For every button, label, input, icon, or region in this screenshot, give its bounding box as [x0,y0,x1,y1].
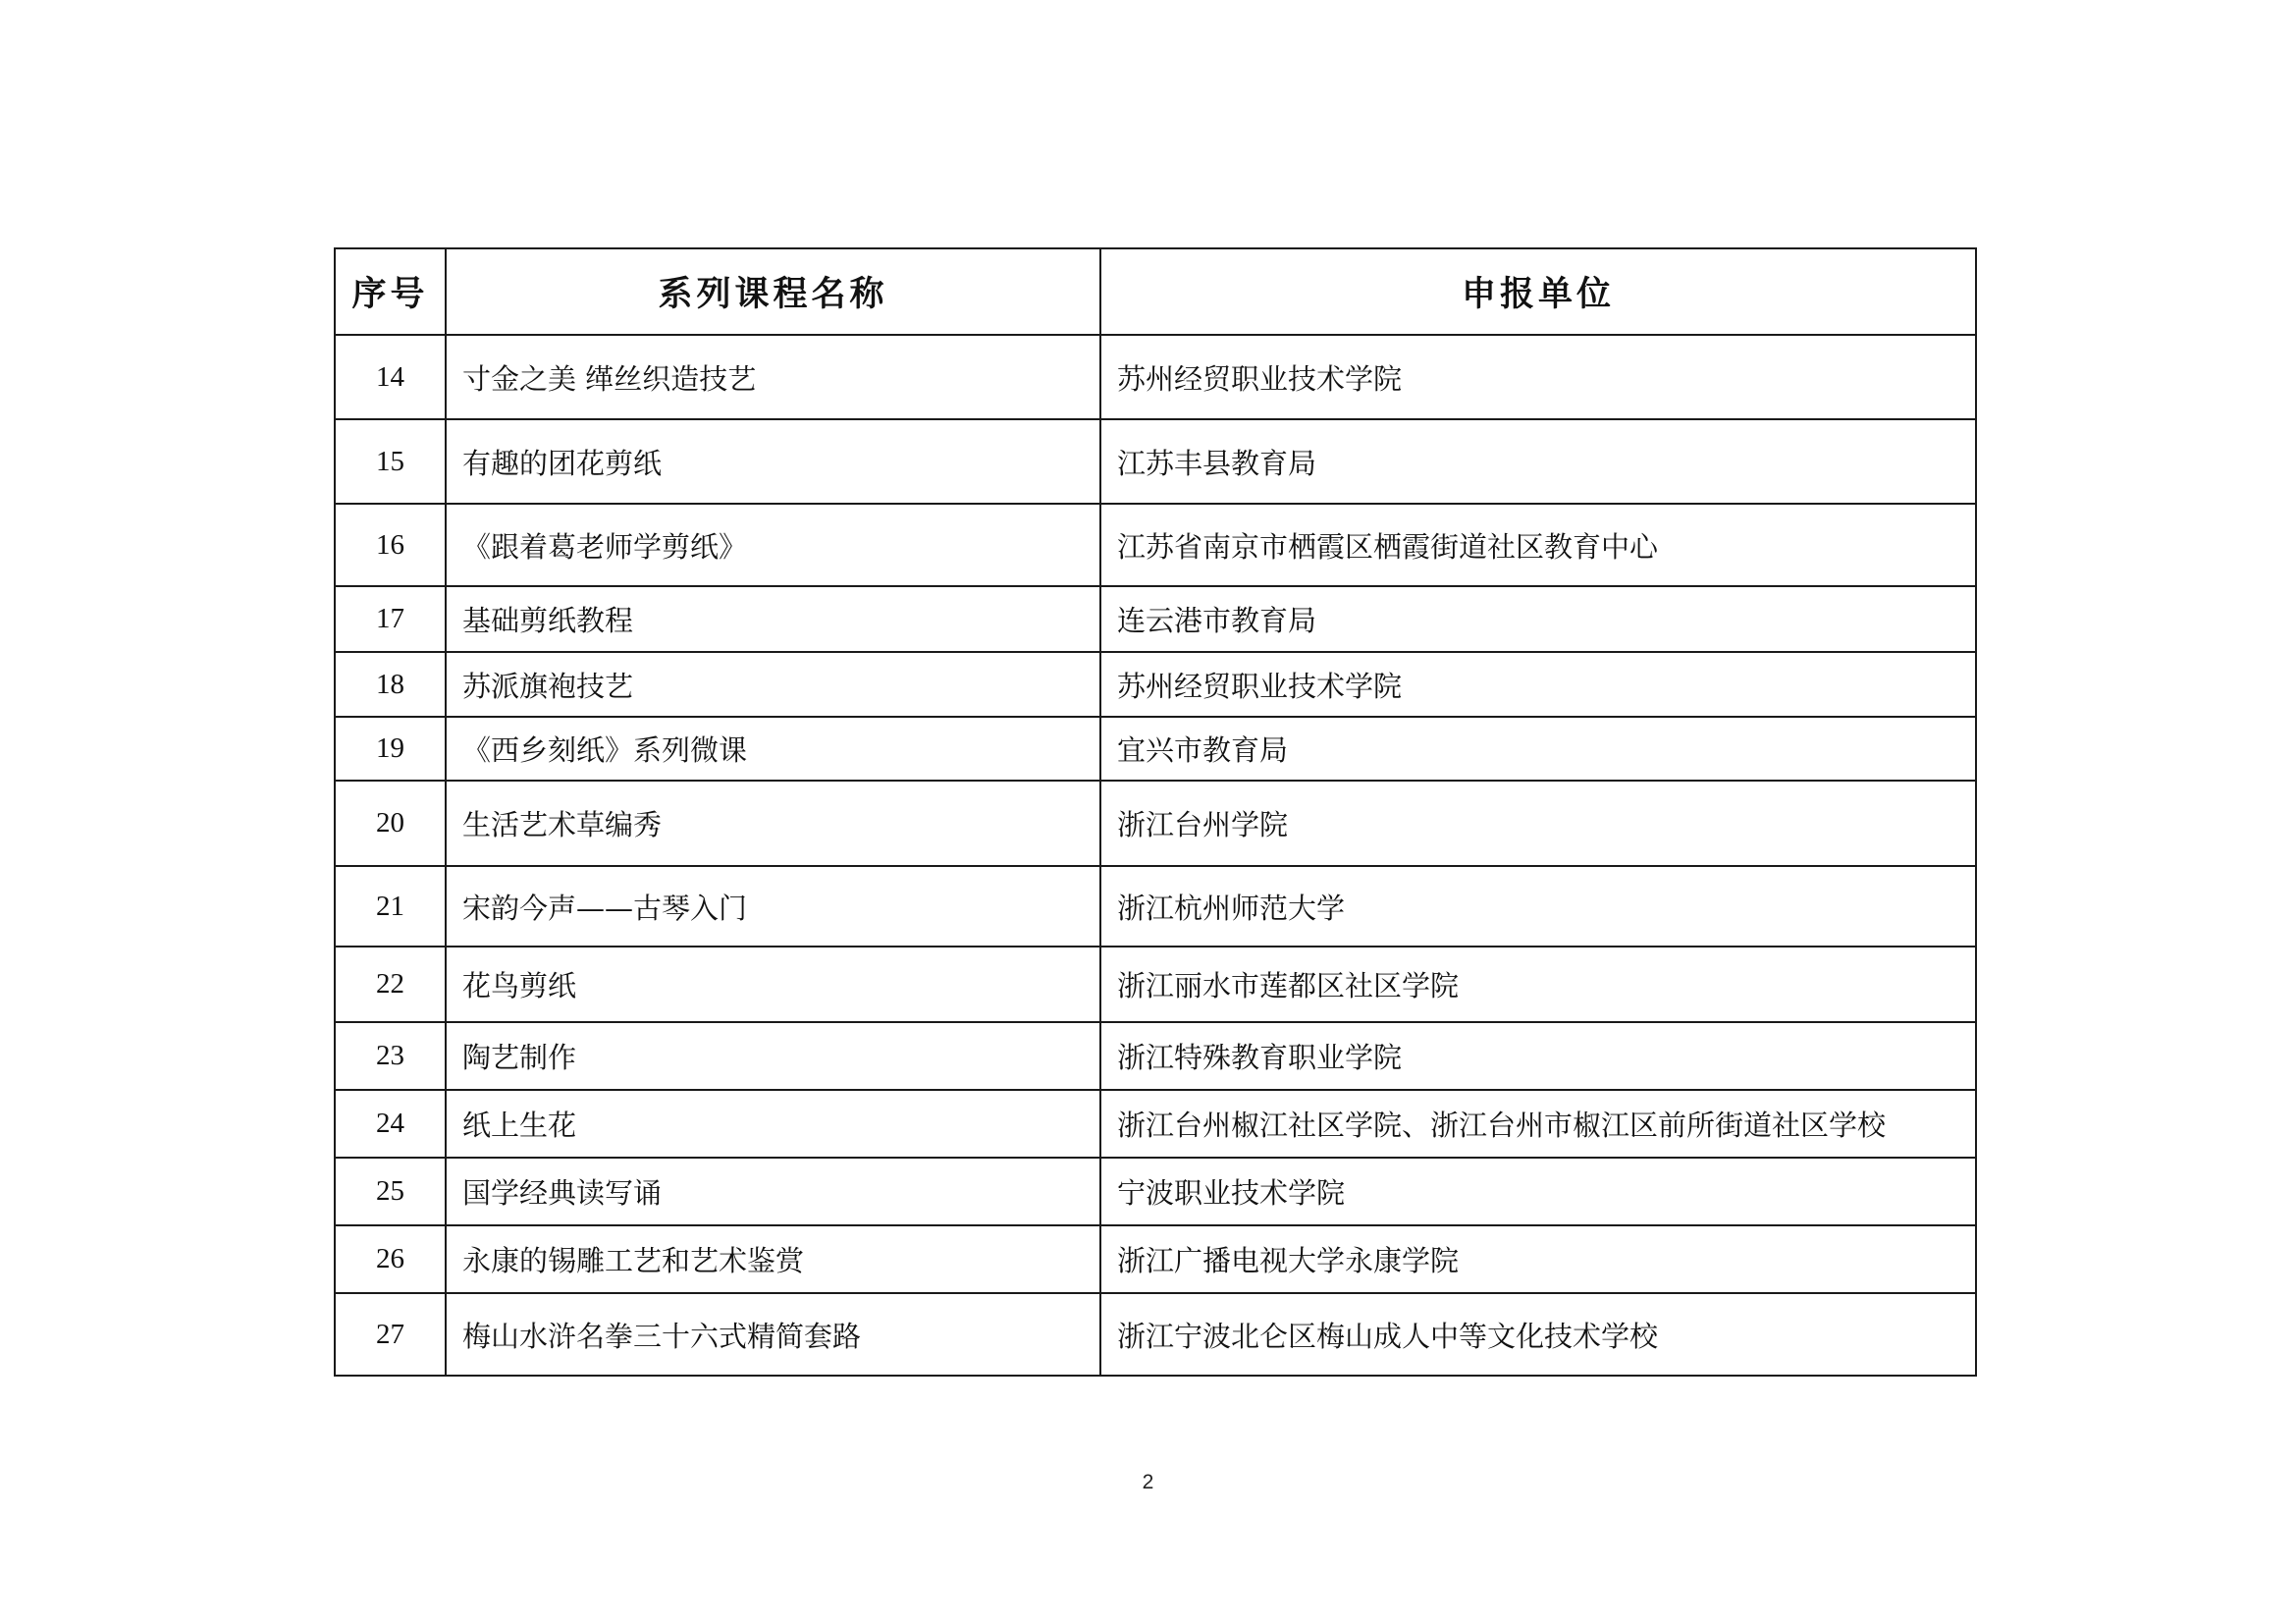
applying-unit: 浙江广播电视大学永康学院 [1100,1225,1976,1293]
table-row [335,947,1976,1022]
table-row [335,866,1976,947]
header-seq: 序号 [335,248,446,335]
course-name: 基础剪纸教程 [446,586,1100,652]
row-number: 19 [335,717,446,781]
course-table [334,247,1977,1377]
course-name: 梅山水浒名拳三十六式精简套路 [446,1293,1100,1376]
applying-unit: 浙江杭州师范大学 [1100,866,1976,947]
course-name: 国学经典读写诵 [446,1158,1100,1225]
course-name: 寸金之美 缂丝织造技艺 [446,335,1100,419]
table-row [335,504,1976,586]
row-number: 14 [335,335,446,419]
row-number: 16 [335,504,446,586]
table-header-row [335,248,1976,335]
applying-unit: 浙江台州椒江社区学院、浙江台州市椒江区前所街道社区学校 [1100,1090,1976,1158]
applying-unit: 浙江丽水市莲都区社区学院 [1100,947,1976,1022]
applying-unit: 苏州经贸职业技术学院 [1100,652,1976,717]
table-row [335,419,1976,504]
table-row [335,1022,1976,1090]
course-name: 花鸟剪纸 [446,947,1100,1022]
applying-unit: 浙江特殊教育职业学院 [1100,1022,1976,1090]
applying-unit: 江苏省南京市栖霞区栖霞街道社区教育中心 [1100,504,1976,586]
table-row [335,717,1976,781]
row-number: 24 [335,1090,446,1158]
row-number: 18 [335,652,446,717]
applying-unit: 连云港市教育局 [1100,586,1976,652]
applying-unit: 苏州经贸职业技术学院 [1100,335,1976,419]
header-unit: 申报单位 [1100,248,1976,335]
course-name: 宋韵今声——古琴入门 [446,866,1100,947]
table-row [335,1225,1976,1293]
row-number: 20 [335,781,446,866]
applying-unit: 浙江宁波北仑区梅山成人中等文化技术学校 [1100,1293,1976,1376]
row-number: 25 [335,1158,446,1225]
row-number: 26 [335,1225,446,1293]
course-name: 纸上生花 [446,1090,1100,1158]
course-name: 有趣的团花剪纸 [446,419,1100,504]
applying-unit: 浙江台州学院 [1100,781,1976,866]
applying-unit: 宁波职业技术学院 [1100,1158,1976,1225]
header-course-name: 系列课程名称 [446,248,1100,335]
row-number: 27 [335,1293,446,1376]
course-name: 陶艺制作 [446,1022,1100,1090]
table-row [335,1090,1976,1158]
course-name: 生活艺术草编秀 [446,781,1100,866]
table-row [335,1158,1976,1225]
course-name: 苏派旗袍技艺 [446,652,1100,717]
table-row [335,335,1976,419]
page-number: 2 [1142,1471,1154,1493]
row-number: 21 [335,866,446,947]
course-name: 永康的锡雕工艺和艺术鉴赏 [446,1225,1100,1293]
course-name: 《西乡刻纸》系列微课 [446,717,1100,781]
row-number: 17 [335,586,446,652]
course-name: 《跟着葛老师学剪纸》 [446,504,1100,586]
row-number: 23 [335,1022,446,1090]
table-row [335,781,1976,866]
table-row [335,652,1976,717]
applying-unit: 宜兴市教育局 [1100,717,1976,781]
row-number: 22 [335,947,446,1022]
applying-unit: 江苏丰县教育局 [1100,419,1976,504]
row-number: 15 [335,419,446,504]
table-row [335,1293,1976,1376]
table-row [335,586,1976,652]
